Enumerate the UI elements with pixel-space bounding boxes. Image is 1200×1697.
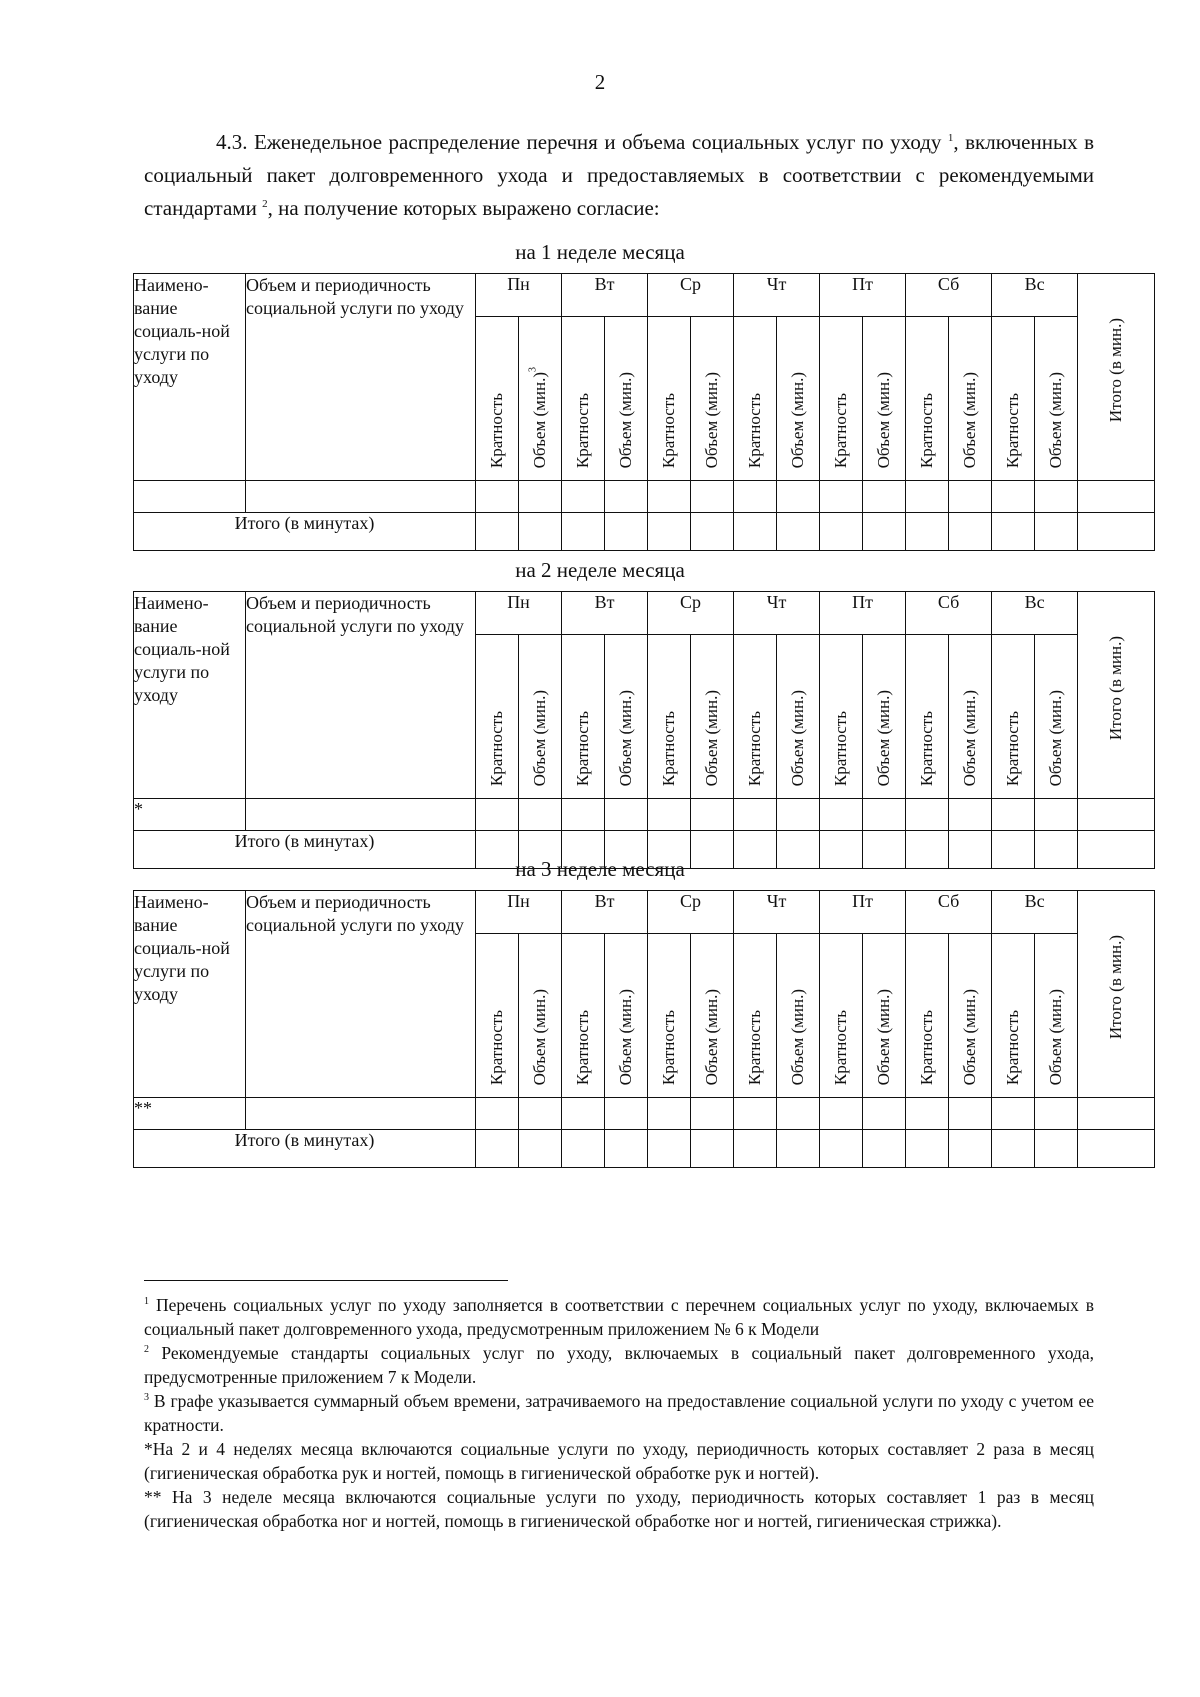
week-caption: на 3 неделе месяца xyxy=(515,857,685,881)
day-header: Чт xyxy=(734,592,820,635)
volume-minutes-label: Объем (мин.) xyxy=(788,988,808,1085)
intro-paragraph xyxy=(144,126,1094,225)
total-value-cell xyxy=(1035,1130,1078,1168)
volume-minutes-label: Объем (мин.) xyxy=(960,689,980,786)
frequency-header xyxy=(992,635,1035,799)
total-value-cell xyxy=(648,1130,691,1168)
week-table xyxy=(133,273,1155,551)
frequency-header xyxy=(992,317,1035,481)
intro-part-2: , включенных в социальный пакет долговременного ухода и предоставляемых в соответствии с рекомендуемыми стандартами xyxy=(144,130,1094,220)
value-cell xyxy=(519,481,562,513)
total-value-cell xyxy=(1078,1130,1155,1168)
value-cell xyxy=(777,1098,820,1130)
value-cell xyxy=(820,799,863,831)
volume-column-header: Объем и периодичность социальной услуги по уходу xyxy=(246,274,476,481)
total-value-cell xyxy=(562,513,605,551)
footnote xyxy=(144,1389,1094,1437)
day-header: Вт xyxy=(562,891,648,934)
service-volume-cell xyxy=(246,799,476,831)
frequency-label: Кратность xyxy=(1003,710,1023,786)
volume-minutes-header xyxy=(863,635,906,799)
total-value-cell xyxy=(648,513,691,551)
volume-minutes-header xyxy=(1035,934,1078,1098)
frequency-header xyxy=(648,317,691,481)
frequency-label: Кратность xyxy=(745,392,765,468)
volume-minutes-header xyxy=(863,934,906,1098)
volume-minutes-header xyxy=(777,635,820,799)
value-cell xyxy=(1078,1098,1155,1130)
volume-minutes-header xyxy=(777,934,820,1098)
value-cell xyxy=(949,1098,992,1130)
volume-minutes-header xyxy=(949,635,992,799)
frequency-label: Кратность xyxy=(1003,1009,1023,1085)
service-name-cell: ** xyxy=(134,1098,246,1130)
volume-minutes-header xyxy=(691,317,734,481)
value-cell xyxy=(1078,481,1155,513)
frequency-header xyxy=(562,934,605,1098)
footnote-text: В графе указывается суммарный объем времени, затрачиваемого на предоставление социальной услуги по уходу с учетом ее кратности. xyxy=(144,1391,1094,1435)
total-value-cell xyxy=(605,513,648,551)
value-cell xyxy=(691,1098,734,1130)
value-cell xyxy=(863,1098,906,1130)
footnote-ref-1: 1 xyxy=(947,132,954,144)
footnote-mark: 2 xyxy=(144,1344,149,1356)
total-column-header xyxy=(1078,891,1155,1098)
frequency-header xyxy=(906,635,949,799)
total-column-label: Итого (в мин.) xyxy=(1106,317,1126,422)
volume-minutes-label: Объем (мин.) xyxy=(1046,988,1066,1085)
footnote-text: Рекомендуемые стандарты социальных услуг по уходу, включаемых в социальный пакет долговременного ухода, предусмотренные приложением 7 к Модели. xyxy=(144,1343,1094,1387)
volume-minutes-label: Объем (мин.) xyxy=(530,689,549,786)
volume-minutes-label: Объем (мин.) xyxy=(874,371,894,468)
value-cell xyxy=(605,799,648,831)
value-cell xyxy=(734,481,777,513)
day-header: Вс xyxy=(992,592,1078,635)
day-header: Ср xyxy=(648,891,734,934)
value-cell xyxy=(1035,481,1078,513)
frequency-label: Кратность xyxy=(659,710,679,786)
value-cell xyxy=(906,799,949,831)
volume-minutes-label: Объем (мин.) xyxy=(702,689,722,786)
frequency-label: Кратность xyxy=(487,1009,506,1085)
service-volume-cell xyxy=(246,481,476,513)
value-cell xyxy=(1035,799,1078,831)
day-header: Пн xyxy=(476,891,562,934)
value-cell xyxy=(1035,1098,1078,1130)
frequency-header xyxy=(906,317,949,481)
value-cell xyxy=(1078,799,1155,831)
footnote-separator xyxy=(144,1280,508,1281)
total-row-label: Итого (в минутах) xyxy=(134,831,476,869)
frequency-header xyxy=(734,934,777,1098)
total-value-cell xyxy=(906,1130,949,1168)
volume-minutes-label: Объем (мин.) xyxy=(530,988,549,1085)
total-value-cell xyxy=(820,513,863,551)
volume-minutes-header xyxy=(605,317,648,481)
value-cell xyxy=(691,799,734,831)
frequency-label: Кратность xyxy=(659,392,679,468)
frequency-header xyxy=(992,934,1035,1098)
value-cell xyxy=(605,481,648,513)
week-caption: на 2 неделе месяца xyxy=(515,558,685,582)
frequency-header xyxy=(820,934,863,1098)
volume-minutes-label: Объем (мин.) xyxy=(616,988,636,1085)
value-cell xyxy=(562,799,605,831)
total-column-label: Итого (в мин.) xyxy=(1106,635,1126,740)
volume-minutes-header xyxy=(1035,635,1078,799)
page-number: 2 xyxy=(594,70,606,94)
value-cell xyxy=(992,481,1035,513)
total-value-cell xyxy=(1035,513,1078,551)
value-cell xyxy=(648,481,691,513)
value-cell xyxy=(777,481,820,513)
total-value-cell xyxy=(777,1130,820,1168)
total-column-header xyxy=(1078,274,1155,481)
value-cell xyxy=(476,799,519,831)
day-header: Пн xyxy=(476,274,562,317)
day-header: Ср xyxy=(648,592,734,635)
volume-minutes-label: Объем (мин.) xyxy=(960,988,980,1085)
total-value-cell xyxy=(605,1130,648,1168)
total-column-header xyxy=(1078,592,1155,799)
frequency-header xyxy=(648,635,691,799)
value-cell xyxy=(562,1098,605,1130)
day-header: Ср xyxy=(648,274,734,317)
frequency-label: Кратность xyxy=(487,392,506,468)
volume-minutes-label: Объем (мин.) xyxy=(1046,689,1066,786)
value-cell xyxy=(863,481,906,513)
value-cell xyxy=(992,1098,1035,1130)
footnote xyxy=(144,1341,1094,1389)
frequency-label: Кратность xyxy=(917,710,937,786)
value-cell xyxy=(906,481,949,513)
day-header: Сб xyxy=(906,592,992,635)
footnote xyxy=(144,1437,1094,1485)
footnote-ref-3: 3 xyxy=(527,366,539,372)
total-value-cell xyxy=(820,1130,863,1168)
value-cell xyxy=(648,799,691,831)
total-value-cell xyxy=(863,1130,906,1168)
total-value-cell xyxy=(949,513,992,551)
total-value-cell xyxy=(949,1130,992,1168)
frequency-label: Кратность xyxy=(917,1009,937,1085)
volume-minutes-label: Объем (мин.) xyxy=(702,371,722,468)
value-cell xyxy=(906,1098,949,1130)
name-column-header: Наимено-вание социаль-ной услуги по уходу xyxy=(134,592,246,799)
frequency-label: Кратность xyxy=(917,392,937,468)
frequency-label: Кратность xyxy=(831,710,851,786)
frequency-label: Кратность xyxy=(659,1009,679,1085)
value-cell xyxy=(863,799,906,831)
frequency-label: Кратность xyxy=(831,1009,851,1085)
value-cell xyxy=(949,481,992,513)
total-row-label: Итого (в минутах) xyxy=(134,1130,476,1168)
value-cell xyxy=(820,1098,863,1130)
value-cell xyxy=(949,799,992,831)
footnote-text: ** На 3 неделе месяца включаются социальные услуги по уходу, периодичность которых составляет 1 раз в месяц (гигиеническая обработка ног и ногтей, помощь в гигиенической обработке ног и ногтей, гигиеническая стрижка). xyxy=(144,1487,1094,1531)
frequency-label: Кратность xyxy=(573,710,593,786)
volume-minutes-header xyxy=(949,317,992,481)
footnotes xyxy=(144,1293,1094,1533)
total-row-label: Итого (в минутах) xyxy=(134,513,476,551)
volume-minutes-header xyxy=(949,934,992,1098)
frequency-header xyxy=(648,934,691,1098)
value-cell xyxy=(648,1098,691,1130)
volume-minutes-header xyxy=(777,317,820,481)
frequency-label: Кратность xyxy=(745,1009,765,1085)
total-value-cell xyxy=(992,1130,1035,1168)
name-column-header: Наимено-вание социаль-ной услуги по уходу xyxy=(134,274,246,481)
frequency-label: Кратность xyxy=(487,710,506,786)
total-value-cell xyxy=(734,513,777,551)
intro-part-1: 4.3. Еженедельное распределение перечня и объема социальных услуг по уходу xyxy=(216,130,942,154)
volume-minutes-header xyxy=(519,635,562,799)
frequency-header xyxy=(476,317,519,481)
service-volume-cell xyxy=(246,1098,476,1130)
intro-part-3: , на получение которых выражено согласие: xyxy=(267,196,660,220)
frequency-header xyxy=(476,934,519,1098)
volume-minutes-header xyxy=(863,317,906,481)
volume-minutes-label: Объем (мин.) xyxy=(616,371,636,468)
day-header: Чт xyxy=(734,891,820,934)
volume-minutes-label: Объем (мин.) xyxy=(874,988,894,1085)
day-header: Пт xyxy=(820,891,906,934)
volume-minutes-label: Объем (мин.) xyxy=(874,689,894,786)
total-value-cell xyxy=(691,513,734,551)
frequency-header xyxy=(734,635,777,799)
frequency-label: Кратность xyxy=(1003,392,1023,468)
frequency-header xyxy=(562,317,605,481)
day-header: Сб xyxy=(906,274,992,317)
total-value-cell xyxy=(519,513,562,551)
total-value-cell xyxy=(777,513,820,551)
day-header: Пт xyxy=(820,592,906,635)
volume-minutes-label: Объем (мин.) xyxy=(788,689,808,786)
footnote-text: Перечень социальных услуг по уходу заполняется в соответствии с перечнем социальных услуг по уходу, включаемых в социальный пакет долговременного ухода, предусмотренным приложением № 6 к Модели xyxy=(144,1295,1094,1339)
frequency-header xyxy=(906,934,949,1098)
volume-minutes-header xyxy=(519,317,562,481)
volume-minutes-label: Объем $(мин.)^3$ xyxy=(527,366,549,468)
value-cell xyxy=(476,481,519,513)
volume-minutes-label: Объем (мин.) xyxy=(616,689,636,786)
frequency-header xyxy=(820,635,863,799)
volume-minutes-header xyxy=(519,934,562,1098)
value-cell xyxy=(777,799,820,831)
value-cell xyxy=(992,799,1035,831)
day-header: Чт xyxy=(734,274,820,317)
day-header: Вс xyxy=(992,274,1078,317)
day-header: Сб xyxy=(906,891,992,934)
week-table xyxy=(133,591,1155,869)
service-name-cell: * xyxy=(134,799,246,831)
total-value-cell xyxy=(476,1130,519,1168)
value-cell xyxy=(734,1098,777,1130)
footnote-mark: 3 xyxy=(144,1392,149,1404)
day-header: Вт xyxy=(562,274,648,317)
frequency-label: Кратность xyxy=(745,710,765,786)
volume-minutes-header xyxy=(605,934,648,1098)
frequency-label: Кратность xyxy=(573,392,593,468)
total-value-cell xyxy=(992,513,1035,551)
volume-minutes-header xyxy=(1035,317,1078,481)
volume-column-header: Объем и периодичность социальной услуги по уходу xyxy=(246,592,476,799)
total-value-cell xyxy=(1078,513,1155,551)
day-header: Пн xyxy=(476,592,562,635)
volume-minutes-header xyxy=(691,934,734,1098)
week-table xyxy=(133,890,1155,1168)
frequency-label: Кратность xyxy=(573,1009,593,1085)
service-name-cell xyxy=(134,481,246,513)
value-cell xyxy=(519,1098,562,1130)
footnote-ref-2: 2 xyxy=(262,198,268,210)
day-header: Вс xyxy=(992,891,1078,934)
value-cell xyxy=(691,481,734,513)
volume-column-header: Объем и периодичность социальной услуги по уходу xyxy=(246,891,476,1098)
footnote-mark: 1 xyxy=(144,1296,149,1308)
total-value-cell xyxy=(519,1130,562,1168)
total-value-cell xyxy=(734,1130,777,1168)
frequency-header xyxy=(820,317,863,481)
frequency-header xyxy=(476,635,519,799)
day-header: Вт xyxy=(562,592,648,635)
volume-minutes-label: Объем (мин.) xyxy=(788,371,808,468)
total-value-cell xyxy=(906,513,949,551)
value-cell xyxy=(734,799,777,831)
volume-minutes-label: Объем (мин.) xyxy=(960,371,980,468)
day-header: Пт xyxy=(820,274,906,317)
value-cell xyxy=(562,481,605,513)
total-value-cell xyxy=(476,513,519,551)
volume-minutes-label: Объем (мин.) xyxy=(702,988,722,1085)
total-column-label: Итого (в мин.) xyxy=(1106,934,1126,1039)
total-value-cell xyxy=(863,513,906,551)
value-cell xyxy=(605,1098,648,1130)
week-caption: на 1 неделе месяца xyxy=(515,240,685,264)
footnote xyxy=(144,1293,1094,1341)
value-cell xyxy=(519,799,562,831)
value-cell xyxy=(476,1098,519,1130)
frequency-header xyxy=(734,317,777,481)
volume-minutes-label: Объем (мин.) xyxy=(1046,371,1066,468)
footnote-text: *На 2 и 4 неделях месяца включаются социальные услуги по уходу, периодичность которых составляет 2 раза в месяц (гигиеническая обработка рук и ногтей, помощь в гигиенической обработке рук и ногтей). xyxy=(144,1439,1094,1483)
total-value-cell xyxy=(562,1130,605,1168)
frequency-header xyxy=(562,635,605,799)
footnote xyxy=(144,1485,1094,1533)
volume-minutes-header xyxy=(605,635,648,799)
total-value-cell xyxy=(691,1130,734,1168)
volume-minutes-header xyxy=(691,635,734,799)
name-column-header: Наимено-вание социаль-ной услуги по уходу xyxy=(134,891,246,1098)
value-cell xyxy=(820,481,863,513)
frequency-label: Кратность xyxy=(831,392,851,468)
